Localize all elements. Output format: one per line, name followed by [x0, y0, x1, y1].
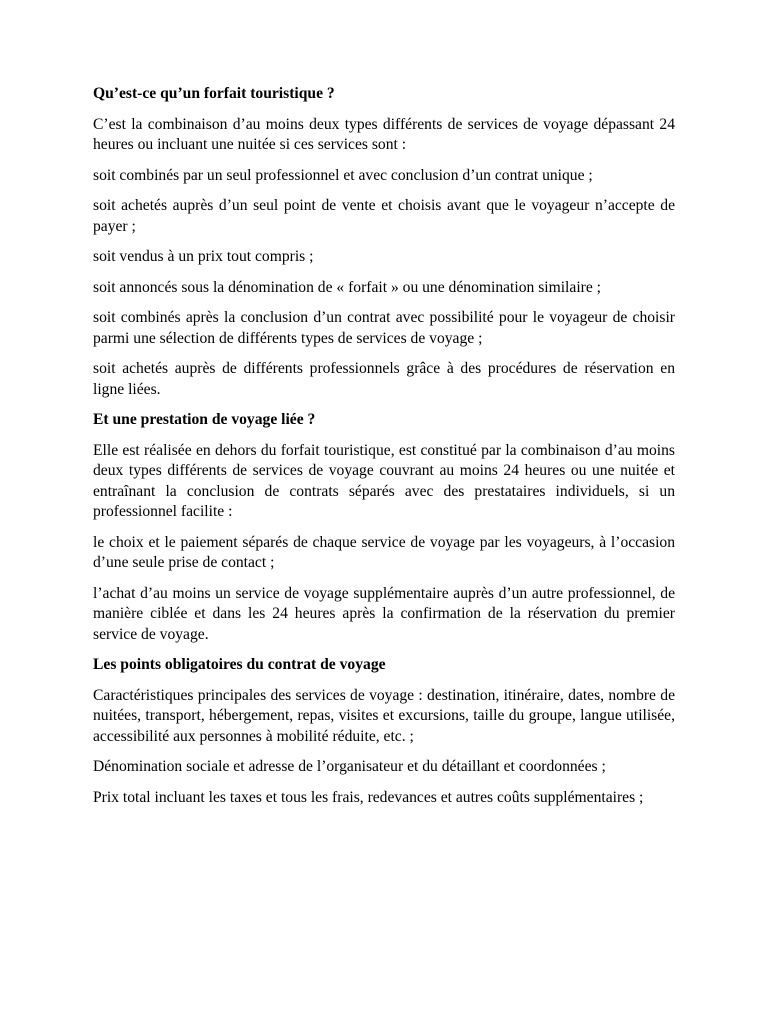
paragraph-forfait-definition: C’est la combinaison d’au moins deux types différents de services de voyage dépassant 24 heures ou incluant une nuitée si ces services sont :: [93, 115, 675, 153]
list-item: le choix et le paiement séparés de chaque service de voyage par les voyageurs, à l’occasion d’une seule prise de contact ;: [93, 533, 675, 571]
list-item: soit combinés après la conclusion d’un contrat avec possibilité pour le voyageur de choisir parmi une sélection de différents types de services de voyage ;: [93, 309, 675, 347]
list-item: l’achat d’au moins un service de voyage supplémentaire auprès d’un autre professionnel, de manière ciblée et dans les 24 heures après la confirmation de la réservation du premier service de voyage.: [93, 584, 675, 643]
list-item: soit combinés par un seul professionnel et avec conclusion d’un contrat unique ;: [93, 166, 593, 184]
list-item: Caractéristiques principales des services de voyage : destination, itinéraire, dates, nombre de nuitées, transport, hébergement, repas, visites et excursions, taille du groupe, langue utilisée, accessibilité aux personnes à mobilité réduite, etc. ;: [93, 686, 675, 745]
list-item: Dénomination sociale et adresse de l’organisateur et du détaillant et coordonnées ;: [93, 758, 606, 775]
document-page: [93, 84, 675, 818]
paragraph-prestation-definition: Elle est réalisée en dehors du forfait touristique, est constitué par la combinaison d’au moins deux types différents de services de voyage couvrant au moins 24 heures ou une nuitée et entraînant la conclusion de contrats séparés avec des prestataires individuels, si un professionnel facilite :: [93, 441, 675, 520]
list-item: soit achetés auprès d’un seul point de vente et choisis avant que le voyageur n’accepte de payer ;: [93, 197, 675, 235]
section-heading-contrat: Les points obligatoires du contrat de voyage: [93, 656, 386, 673]
section-heading-forfait: Qu’est-ce qu’un forfait touristique ?: [93, 85, 335, 102]
list-item: Prix total incluant les taxes et tous les frais, redevances et autres coûts supplémentaires ;: [93, 788, 644, 806]
list-item: soit achetés auprès de différents professionnels grâce à des procédures de réservation en ligne liées.: [93, 360, 675, 398]
list-item: soit annoncés sous la dénomination de « forfait » ou une dénomination similaire ;: [93, 278, 601, 296]
list-item: soit vendus à un prix tout compris ;: [93, 248, 314, 265]
section-heading-prestation-liee: Et une prestation de voyage liée ?: [93, 411, 316, 428]
